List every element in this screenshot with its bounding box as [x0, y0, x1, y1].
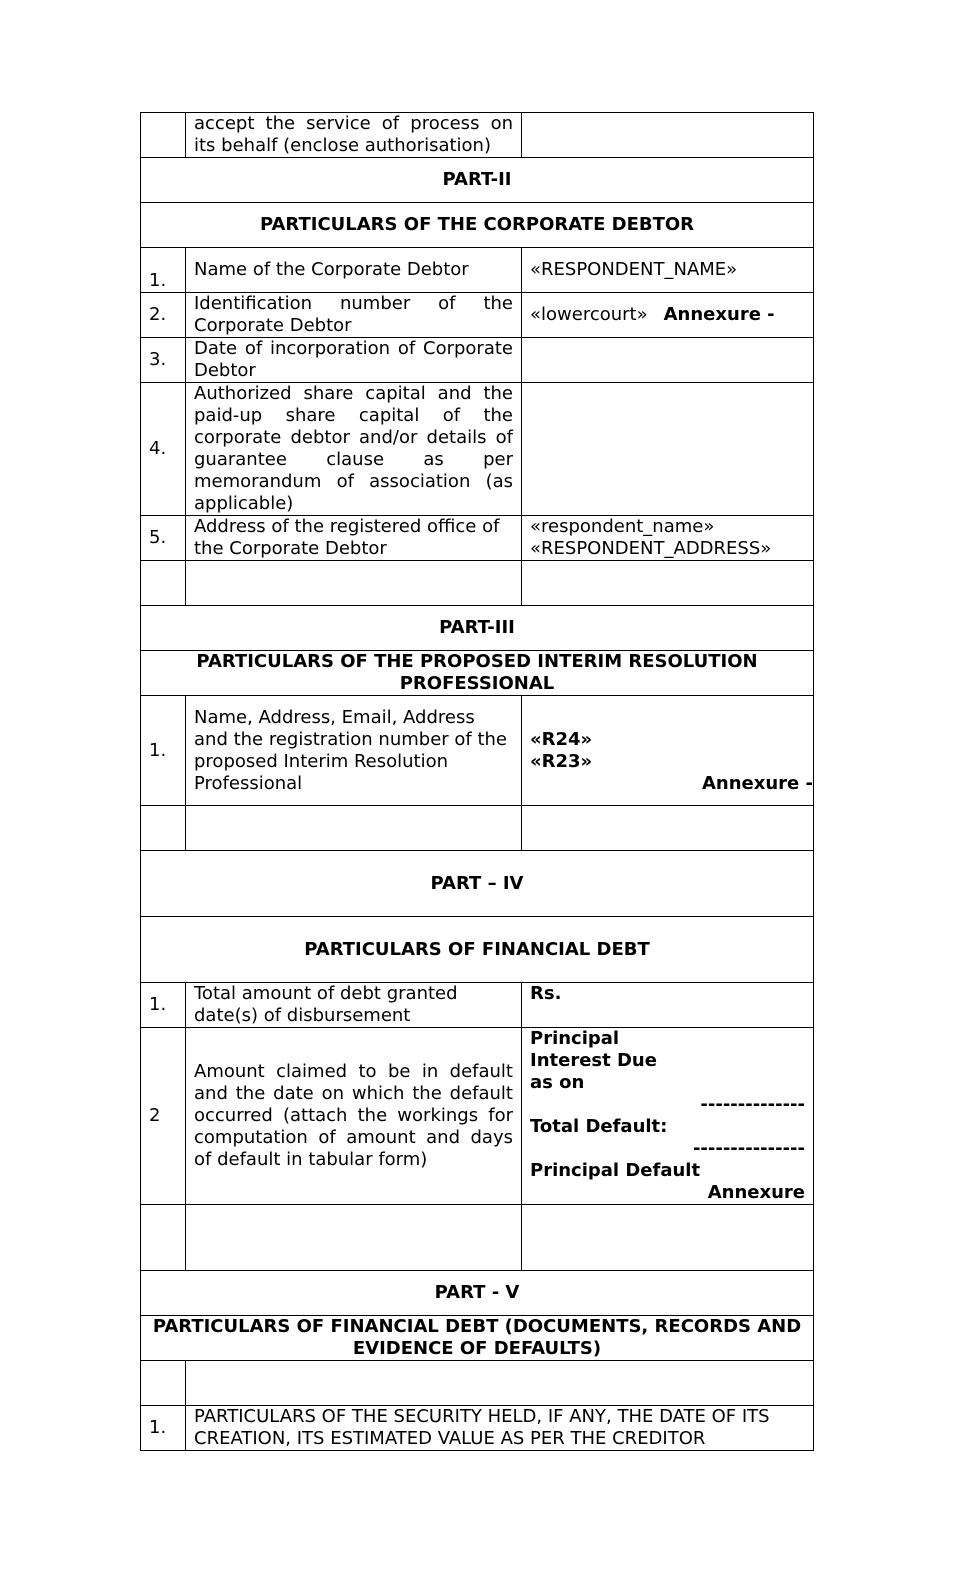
number-cell: 1. [141, 983, 186, 1028]
number-cell: 5. [141, 516, 186, 561]
value-cell [522, 516, 814, 561]
table-row [141, 1028, 814, 1205]
value-cell [522, 383, 814, 516]
number-cell: 3. [141, 338, 186, 383]
value-line: «RESPONDENT_ADDRESS» [530, 538, 772, 559]
part4-title-row [141, 917, 814, 983]
part4-title: PARTICULARS OF FINANCIAL DEBT [141, 917, 814, 983]
part2-title: PARTICULARS OF THE CORPORATE DEBTOR [141, 203, 814, 248]
value-cell: Rs. [522, 983, 814, 1028]
part2-heading-row [141, 158, 814, 203]
value-line: «R23» [530, 750, 593, 772]
label-cell: PARTICULARS OF THE SECURITY HELD, IF ANY, THE DATE OF ITS CREATION, ITS ESTIMATED VALUE AS PER THE CREDITOR [186, 1406, 814, 1451]
number-cell: 1. [141, 1406, 186, 1451]
part5-heading-row [141, 1271, 814, 1316]
number-cell: 1. [141, 696, 186, 806]
part5-title: PARTICULARS OF FINANCIAL DEBT (DOCUMENTS, RECORDS AND EVIDENCE OF DEFAULTS) [141, 1316, 814, 1361]
part5-title-row [141, 1316, 814, 1361]
value-line: «respondent_name» [530, 516, 715, 537]
part3-heading-row [141, 606, 814, 651]
part3-title: PARTICULARS OF THE PROPOSED INTERIM RESOLUTION PROFESSIONAL [141, 651, 814, 696]
table-row [141, 113, 814, 158]
empty-row [141, 561, 814, 606]
label-cell: Address of the registered office of the Corporate Debtor [186, 516, 522, 561]
value-cell [522, 113, 814, 158]
part4-heading: PART – IV [141, 851, 814, 917]
label-cell: Name of the Corporate Debtor [186, 248, 522, 293]
table-row [141, 1406, 814, 1451]
table-row [141, 248, 814, 293]
label-cell: Name, Address, Email, Address and the registration number of the proposed Interim Resolution Professional [186, 696, 522, 806]
part2-heading: PART-II [141, 158, 814, 203]
value-cell [522, 1028, 814, 1205]
value-cell [522, 338, 814, 383]
label-cell: Identification number of the Corporate Debtor [186, 293, 522, 338]
label-cell: Amount claimed to be in default and the date on which the default occurred (attach the workings for computation of amount and days of default in tabular form) [186, 1028, 522, 1205]
dash-line: --------------- [692, 1138, 805, 1159]
annexure-label: Annexure - [701, 772, 813, 794]
number-cell [141, 113, 186, 158]
as-on-label: as on [530, 1072, 585, 1093]
empty-row [141, 1361, 814, 1406]
table-row [141, 293, 814, 338]
empty-row [141, 1205, 814, 1271]
interest-label: Interest Due [530, 1050, 657, 1071]
table-row [141, 516, 814, 561]
dash-line: -------------- [700, 1094, 805, 1115]
number-cell: 2 [141, 1028, 186, 1205]
number-cell: 4. [141, 383, 186, 516]
total-default-label: Total Default: [530, 1116, 668, 1137]
number-cell: 1. [141, 248, 186, 293]
label-cell: Authorized share capital and the paid-up share capital of the corporate debtor and/or details of guarantee clause as per memorandum of association (as applicable) [186, 383, 522, 516]
part3-title-row [141, 651, 814, 696]
label-cell: Date of incorporation of Corporate Debtor [186, 338, 522, 383]
value-text: «lowercourt» [530, 304, 648, 325]
table-row [141, 383, 814, 516]
empty-row [141, 806, 814, 851]
annexure-label: Annexure [707, 1182, 805, 1203]
part4-heading-row [141, 851, 814, 917]
value-cell [522, 293, 814, 338]
annexure-label: Annexure - [663, 304, 775, 325]
part2-title-row [141, 203, 814, 248]
part5-heading: PART - V [141, 1271, 814, 1316]
label-cell: accept the service of process on its behalf (enclose authorisation) [186, 113, 522, 158]
part3-heading: PART-III [141, 606, 814, 651]
value-cell [522, 696, 814, 806]
value-line: «R24» [530, 728, 593, 750]
number-cell: 2. [141, 293, 186, 338]
label-cell: Total amount of debt granted date(s) of disbursement [186, 983, 522, 1028]
form-table [140, 112, 814, 1451]
principal-label: Principal [530, 1028, 620, 1049]
value-cell: «RESPONDENT_NAME» [522, 248, 814, 293]
principal-default-label: Principal Default [530, 1160, 701, 1181]
table-row [141, 983, 814, 1028]
table-row [141, 696, 814, 806]
table-row [141, 338, 814, 383]
